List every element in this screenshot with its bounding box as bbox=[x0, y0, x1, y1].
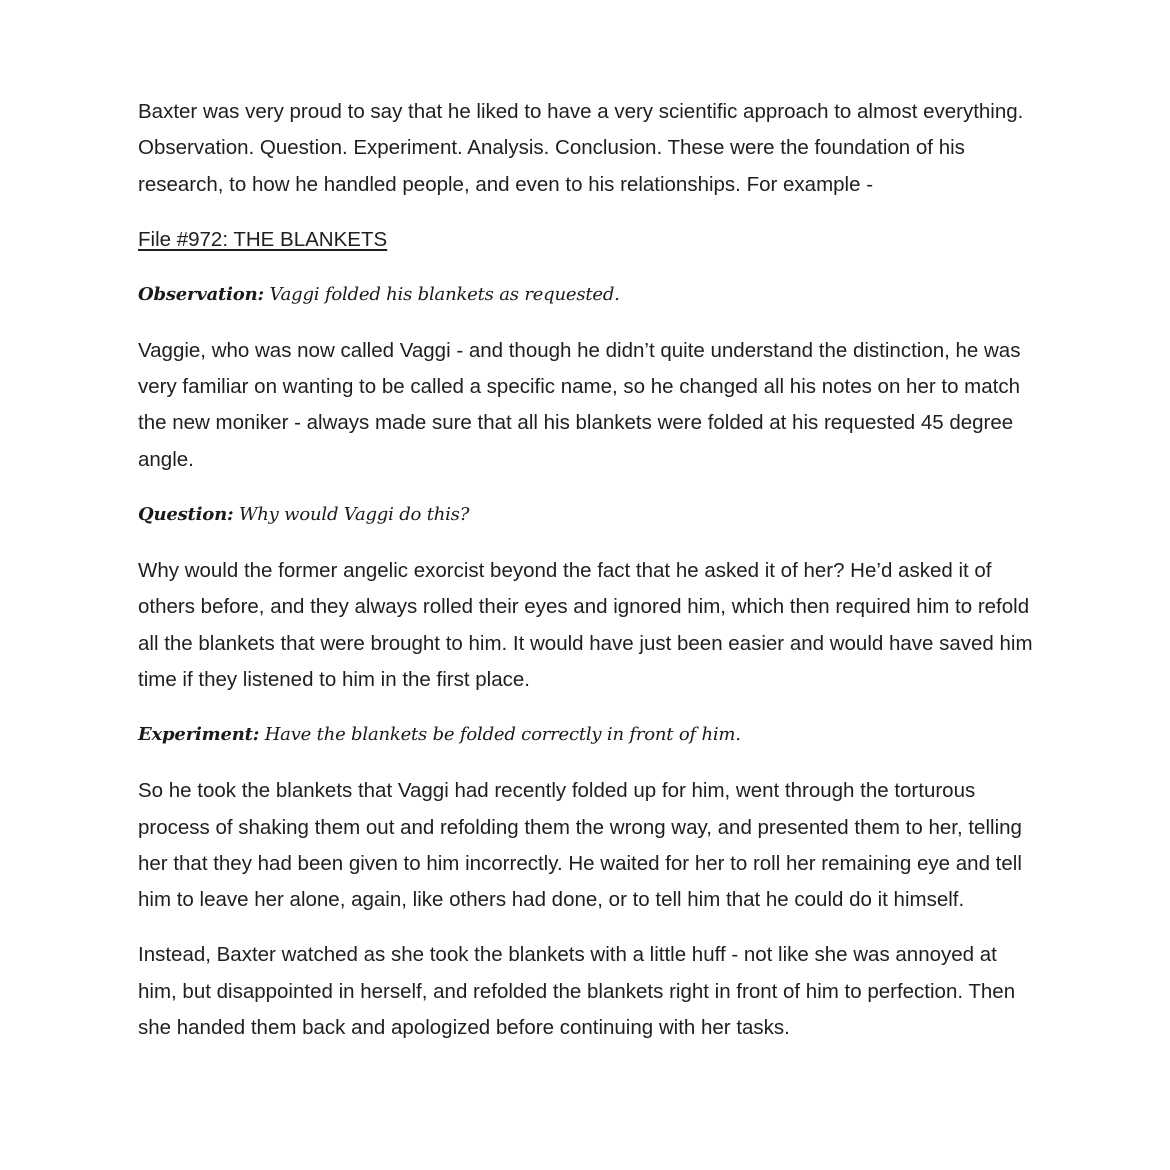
file-heading-wrapper bbox=[138, 222, 1038, 277]
paragraph-why: Why would the former angelic exorcist beyond the fact that he asked it of her? He’d asked it of others before, and they always rolled their eyes and ignored him, which then required him to refold all the blankets that were brought to him. It would have just been easier and would have saved him time if they listened to him in the first place. bbox=[138, 559, 1033, 691]
question-text: Why would Vaggi do this? bbox=[238, 504, 470, 526]
experiment-text: Have the blankets be folded correctly in front of him. bbox=[264, 724, 741, 746]
paragraph-vaggi-blankets: Vaggie, who was now called Vaggi - and though he didn’t quite understand the distinction, he was very familiar on wanting to be called a specific name, so he changed all his notes on her to match the new moniker - always made sure that all his blankets were folded at his requested 45 degree angle. bbox=[138, 338, 1021, 471]
paragraph-refold: So he took the blankets that Vaggi had recently folded up for him, went through the torturous process of shaking them out and refolding them the wrong way, and presented them to her, telling her that they had been given to him incorrectly. He waited for her to roll her remaining eye and tell him to leave her alone, again, like others had done, or to tell him that he could do it himself. bbox=[138, 779, 1022, 912]
document-body bbox=[138, 94, 1038, 1065]
file-heading: File #972: THE BLANKETS bbox=[138, 227, 388, 251]
experiment-note bbox=[138, 717, 1038, 753]
paragraph-instead: Instead, Baxter watched as she took the blankets with a little huff - not like she was annoyed at him, but disappointed in herself, and refolded the blankets right in front of him to perfection. Then she handed them back and apologized before continuing with her tasks. bbox=[138, 943, 1016, 1040]
observation-note bbox=[138, 277, 1038, 313]
observation-label: Observation: bbox=[138, 283, 264, 305]
experiment-label: Experiment: bbox=[138, 724, 260, 746]
observation-text: Vaggi folded his blankets as requested. bbox=[269, 283, 620, 305]
question-label: Question: bbox=[138, 504, 234, 526]
question-note bbox=[138, 497, 1038, 533]
paragraph-intro: Baxter was very proud to say that he liked to have a very scientific approach to almost everything. Observation. Question. Experiment. Analysis. Conclusion. These were the foundation of his research, to how he handled people, and even to his relationships. For example - bbox=[138, 100, 1024, 196]
